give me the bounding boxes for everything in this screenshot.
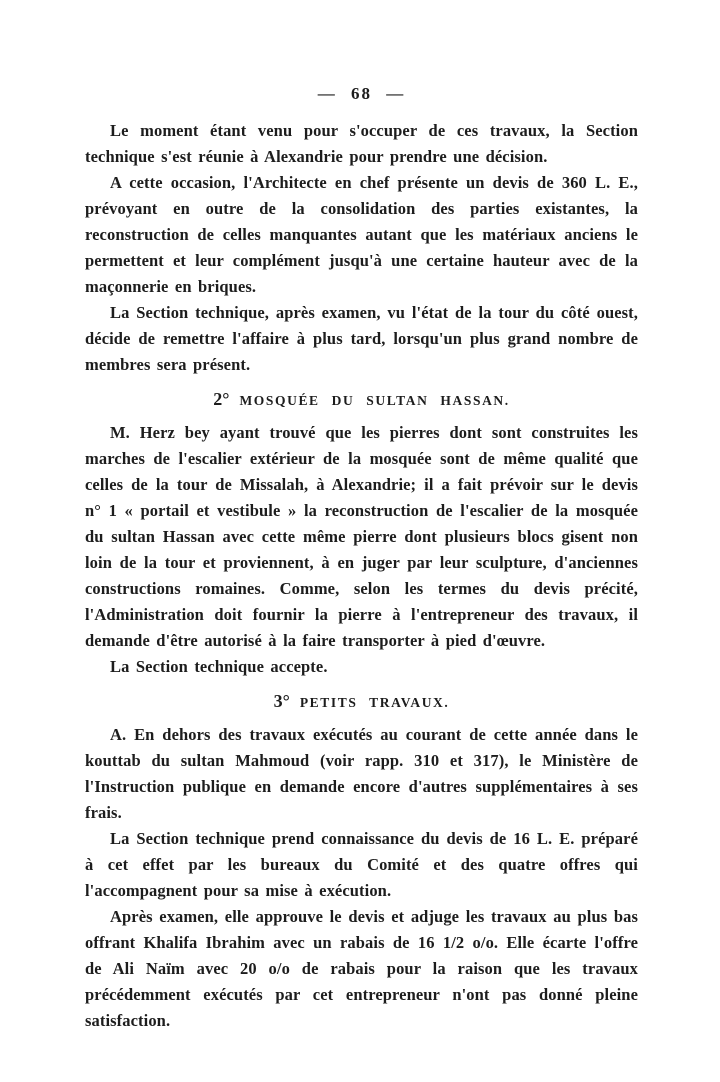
section-number: 2° — [213, 389, 230, 409]
paragraph-devis-360: A cette occasion, l'Architecte en chef présente un devis de 360 L. E., prévoyant en outre de la consolidation des parties existantes, la reconstruction de celles manquantes autant que les matériaux anciens le permettent et leur complément jusqu'à une certaine hauteur avec de la maçonnerie en briques. — [85, 173, 638, 296]
paragraph-section-accepte: La Section technique accepte. — [110, 657, 328, 676]
text-column — [85, 84, 638, 1034]
paragraph-kouttab-mahmoud: A. En dehors des travaux exécutés au courant de cette année dans le kouttab du sultan Mahmoud (voir rapp. 310 et 317), le Ministère de l'Instruction publique en demande encore d'autres supplémentaires à ses frais. — [85, 725, 638, 822]
section-title: PETITS TRAVAUX. — [299, 695, 450, 710]
paragraph-adjudication-khalifa: Après examen, elle approuve le devis et adjuge les travaux au plus bas offrant Khalifa Ibrahim avec un rabais de 16 1/2 o/o. Elle écarte l'offre de Ali Naïm avec 20 o/o de rabais pour la raison que les travaux précédemment exécutés par cet entrepreneur n'ont pas donné pleine satisfaction. — [85, 907, 638, 1030]
section-heading-petits-travaux — [85, 689, 638, 715]
section-number: 3° — [273, 691, 290, 711]
paragraph-devis-16: La Section technique prend connaissance du devis de 16 L. E. préparé à cet effet par les bureaux du Comité et des quatre offres qui l'accompagnent pour sa mise à exécution. — [85, 829, 638, 900]
paragraph-section-technique-reunion: Le moment étant venu pour s'occuper de ces travaux, la Section technique s'est réunie à Alexandrie pour prendre une décision. — [85, 121, 638, 166]
paragraph-herz-bey-pierres: M. Herz bey ayant trouvé que les pierres dont sont construites les marches de l'escalier extérieur de la mosquée sont de même qualité que celles de la tour de Missalah, à Alexandrie; il a fait prévoir sur le devis n° 1 « portail et vestibule » la reconstruction de l'escalier de la mosquée du sultan Hassan avec cette même pierre dont plusieurs blocs gisent non loin de la tour et proviennent, à en juger par leur sculpture, d'anciennes constructions romaines. Comme, selon les termes du devis précité, l'Administration doit fournir la pierre à l'entrepreneur des travaux, il demande d'être autorisé à la faire transporter à pied d'œuvre. — [85, 423, 638, 650]
paragraph-decision-remettre: La Section technique, après examen, vu l'état de la tour du côté ouest, décide de remettre l'affaire à plus tard, lorsqu'un plus grand nombre de membres sera présent. — [85, 303, 638, 374]
section-title: MOSQUÉE DU SULTAN HASSAN. — [239, 393, 510, 408]
page-number: — 68 — — [317, 84, 406, 103]
section-heading-mosquee-sultan-hassan — [85, 387, 638, 413]
